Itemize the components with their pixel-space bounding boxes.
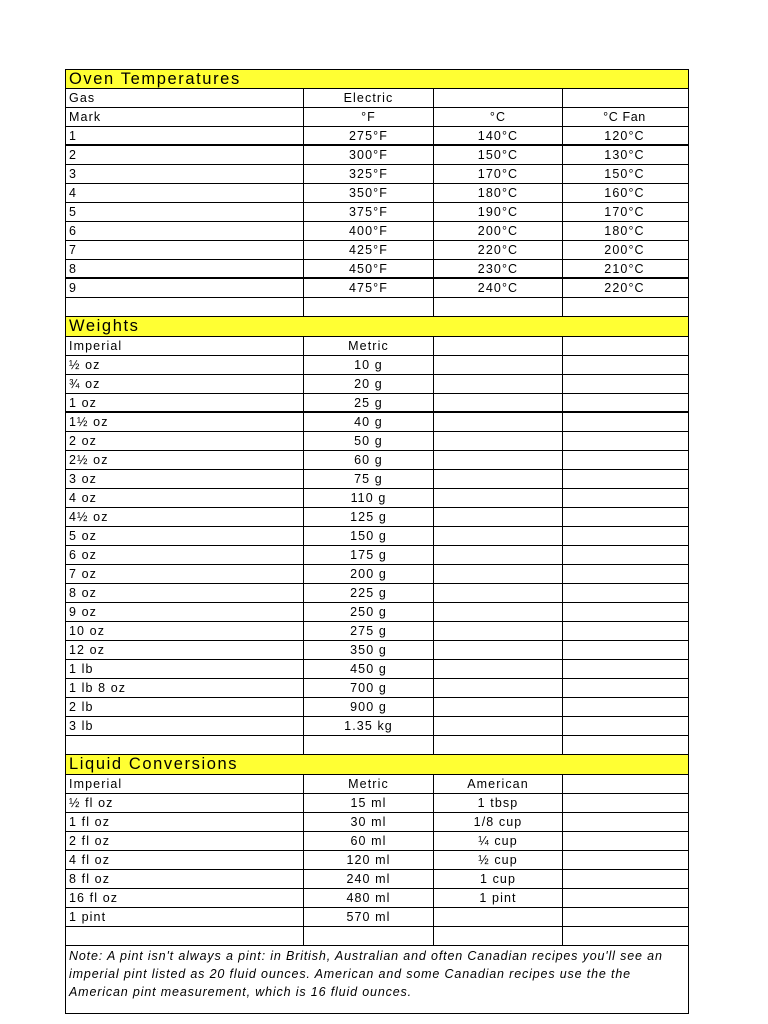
pint-note: Note: A pint isn't always a pint: in British, Australian and often Canadian recipes you'll see an imperial pint listed as 20 fluid ounces. American and some Canadian recipes use the the American pint measurement, which is 16 fluid ounces. <box>66 946 688 1014</box>
fahrenheit-cell: 325°F <box>304 165 434 183</box>
metric-cell: 110 g <box>304 489 434 507</box>
empty-cell <box>563 508 686 526</box>
celsius-cell: 170°C <box>434 165 563 183</box>
table-row <box>66 527 688 546</box>
american-cell: 1 tbsp <box>434 794 563 812</box>
empty-cell <box>434 736 563 754</box>
header-cell: °F <box>304 108 434 126</box>
table-row <box>66 622 688 641</box>
imperial-cell: 1 pint <box>66 908 304 926</box>
empty-cell <box>66 927 304 945</box>
table-row <box>66 508 688 527</box>
empty-cell <box>434 698 563 716</box>
empty-cell <box>563 698 686 716</box>
empty-cell <box>304 736 434 754</box>
empty-cell <box>563 813 686 831</box>
empty-cell <box>66 736 304 754</box>
empty-cell <box>563 717 686 735</box>
celsius-fan-cell: 120°C <box>604 129 645 143</box>
fahrenheit-cell: 450°F <box>304 260 434 277</box>
header-cell: °C Fan <box>603 110 646 124</box>
metric-cell: 120 ml <box>304 851 434 869</box>
metric-cell: 450 g <box>304 660 434 678</box>
empty-cell <box>563 527 686 545</box>
oven-header-row-1 <box>66 89 688 108</box>
empty-cell <box>434 451 563 469</box>
empty-cell <box>563 451 686 469</box>
empty-cell <box>434 603 563 621</box>
imperial-cell: 5 oz <box>66 527 304 545</box>
metric-cell: 175 g <box>304 546 434 564</box>
empty-cell <box>563 603 686 621</box>
weights-section-header <box>66 317 688 337</box>
gas-mark-cell: 2 <box>66 146 304 164</box>
american-cell: 1 pint <box>434 889 563 907</box>
gas-mark-cell: 5 <box>66 203 304 221</box>
imperial-cell: 1 lb <box>66 660 304 678</box>
empty-cell <box>563 851 686 869</box>
metric-cell: 50 g <box>304 432 434 450</box>
american-cell: 1/8 cup <box>434 813 563 831</box>
celsius-cell: 190°C <box>434 203 563 221</box>
empty-cell <box>563 470 686 488</box>
gas-mark-cell: 3 <box>66 165 304 183</box>
gas-mark-cell: 1 <box>66 127 304 144</box>
empty-cell <box>434 622 563 640</box>
metric-cell: 250 g <box>304 603 434 621</box>
imperial-cell: 2½ oz <box>66 451 304 469</box>
empty-cell <box>434 508 563 526</box>
table-row <box>66 184 688 203</box>
metric-cell: 240 ml <box>304 870 434 888</box>
empty-cell <box>563 889 686 907</box>
table-row <box>66 832 688 851</box>
empty-cell <box>434 565 563 583</box>
imperial-cell: 2 lb <box>66 698 304 716</box>
celsius-cell: 150°C <box>434 146 563 164</box>
imperial-cell: 4 oz <box>66 489 304 507</box>
celsius-cell: 200°C <box>434 222 563 240</box>
empty-cell <box>434 927 563 945</box>
empty-cell <box>563 584 686 602</box>
empty-cell <box>434 584 563 602</box>
empty-cell <box>563 641 686 659</box>
empty-cell <box>563 432 686 450</box>
empty-cell <box>66 298 304 316</box>
conversion-sheet <box>65 69 689 1014</box>
table-row <box>66 546 688 565</box>
empty-cell <box>563 375 686 393</box>
empty-cell <box>434 413 563 431</box>
empty-cell <box>563 679 686 697</box>
celsius-cell: 180°C <box>434 184 563 202</box>
table-row <box>66 127 688 146</box>
gas-mark-cell: 7 <box>66 241 304 259</box>
metric-cell: 480 ml <box>304 889 434 907</box>
header-cell: °C <box>434 108 563 126</box>
empty-cell <box>563 908 686 926</box>
imperial-cell: 6 oz <box>66 546 304 564</box>
empty-cell <box>563 394 686 411</box>
imperial-cell: 1½ oz <box>66 413 304 431</box>
metric-cell: 1.35 kg <box>304 717 434 735</box>
empty-row <box>66 298 688 317</box>
table-row <box>66 489 688 508</box>
celsius-fan-cell: 130°C <box>604 148 645 162</box>
empty-cell <box>434 717 563 735</box>
header-cell: Gas <box>66 89 304 107</box>
imperial-cell: 10 oz <box>66 622 304 640</box>
empty-cell <box>434 679 563 697</box>
fahrenheit-cell: 300°F <box>304 146 434 164</box>
table-row <box>66 146 688 165</box>
metric-cell: 570 ml <box>304 908 434 926</box>
celsius-fan-cell: 220°C <box>604 281 645 295</box>
celsius-fan-cell: 170°C <box>604 205 645 219</box>
table-row <box>66 813 688 832</box>
imperial-cell: 4½ oz <box>66 508 304 526</box>
empty-cell <box>563 546 686 564</box>
empty-cell <box>563 622 686 640</box>
celsius-cell: 140°C <box>434 127 563 144</box>
imperial-cell: 2 oz <box>66 432 304 450</box>
american-cell: ½ cup <box>434 851 563 869</box>
header-cell <box>434 89 563 107</box>
metric-cell: 200 g <box>304 565 434 583</box>
header-cell <box>563 337 686 355</box>
empty-cell <box>434 356 563 374</box>
metric-cell: 10 g <box>304 356 434 374</box>
fahrenheit-cell: 425°F <box>304 241 434 259</box>
empty-cell <box>434 470 563 488</box>
celsius-fan-cell: 200°C <box>604 243 645 257</box>
empty-row <box>66 927 688 946</box>
celsius-fan-cell: 180°C <box>604 224 645 238</box>
table-row <box>66 717 688 736</box>
table-row <box>66 584 688 603</box>
liquid-title: Liquid Conversions <box>69 755 239 773</box>
table-row <box>66 870 688 889</box>
header-cell: Mark <box>66 108 304 126</box>
celsius-fan-cell: 150°C <box>604 167 645 181</box>
empty-cell <box>304 927 434 945</box>
imperial-cell: 7 oz <box>66 565 304 583</box>
metric-cell: 60 g <box>304 451 434 469</box>
table-row <box>66 679 688 698</box>
empty-cell <box>563 870 686 888</box>
american-cell <box>434 908 563 926</box>
imperial-cell: 3 oz <box>66 470 304 488</box>
empty-cell <box>563 660 686 678</box>
gas-mark-cell: 9 <box>66 279 304 297</box>
fahrenheit-cell: 375°F <box>304 203 434 221</box>
metric-cell: 25 g <box>304 394 434 411</box>
fahrenheit-cell: 350°F <box>304 184 434 202</box>
header-cell: Imperial <box>66 775 304 793</box>
table-row <box>66 889 688 908</box>
fahrenheit-cell: 475°F <box>304 279 434 297</box>
empty-cell <box>434 489 563 507</box>
celsius-cell: 220°C <box>434 241 563 259</box>
table-row <box>66 603 688 622</box>
imperial-cell: 1 oz <box>66 394 304 411</box>
empty-cell <box>563 489 686 507</box>
gas-mark-cell: 6 <box>66 222 304 240</box>
table-row <box>66 203 688 222</box>
table-row <box>66 165 688 184</box>
header-cell <box>563 775 686 793</box>
table-row <box>66 394 688 413</box>
imperial-cell: 3 lb <box>66 717 304 735</box>
weights-title: Weights <box>69 317 140 335</box>
imperial-cell: 1 lb 8 oz <box>66 679 304 697</box>
liquid-header-row <box>66 775 688 794</box>
imperial-cell: 12 oz <box>66 641 304 659</box>
metric-cell: 20 g <box>304 375 434 393</box>
imperial-cell: ½ oz <box>66 356 304 374</box>
header-cell <box>563 89 686 107</box>
empty-cell <box>563 298 686 316</box>
imperial-cell: 1 fl oz <box>66 813 304 831</box>
empty-row <box>66 736 688 755</box>
empty-cell <box>304 298 434 316</box>
metric-cell: 150 g <box>304 527 434 545</box>
gas-mark-cell: 4 <box>66 184 304 202</box>
weights-header-row <box>66 337 688 356</box>
metric-cell: 60 ml <box>304 832 434 850</box>
table-row <box>66 375 688 394</box>
imperial-cell: 16 fl oz <box>66 889 304 907</box>
empty-cell <box>434 546 563 564</box>
imperial-cell: 8 oz <box>66 584 304 602</box>
empty-cell <box>563 356 686 374</box>
header-cell: Electric <box>304 89 434 107</box>
metric-cell: 15 ml <box>304 794 434 812</box>
header-cell: Imperial <box>66 337 304 355</box>
celsius-fan-cell: 210°C <box>604 262 645 276</box>
fahrenheit-cell: 275°F <box>304 127 434 144</box>
table-row <box>66 260 688 279</box>
oven-section-header <box>66 69 688 89</box>
empty-cell <box>434 375 563 393</box>
header-cell: American <box>434 775 563 793</box>
empty-cell <box>563 736 686 754</box>
oven-title: Oven Temperatures <box>69 70 241 88</box>
metric-cell: 275 g <box>304 622 434 640</box>
header-cell: Metric <box>304 337 434 355</box>
metric-cell: 350 g <box>304 641 434 659</box>
table-row <box>66 222 688 241</box>
metric-cell: 125 g <box>304 508 434 526</box>
metric-cell: 40 g <box>304 413 434 431</box>
table-row <box>66 470 688 489</box>
table-row <box>66 660 688 679</box>
celsius-cell: 230°C <box>434 260 563 277</box>
empty-cell <box>434 298 563 316</box>
table-row <box>66 241 688 260</box>
gas-mark-cell: 8 <box>66 260 304 277</box>
empty-cell <box>434 432 563 450</box>
table-row <box>66 356 688 375</box>
imperial-cell: 4 fl oz <box>66 851 304 869</box>
empty-cell <box>563 794 686 812</box>
header-cell: Metric <box>304 775 434 793</box>
empty-cell <box>434 394 563 411</box>
empty-cell <box>563 927 686 945</box>
empty-cell <box>434 527 563 545</box>
table-row <box>66 641 688 660</box>
table-row <box>66 432 688 451</box>
table-row <box>66 908 688 927</box>
table-row <box>66 851 688 870</box>
metric-cell: 30 ml <box>304 813 434 831</box>
empty-cell <box>563 832 686 850</box>
celsius-cell: 240°C <box>434 279 563 297</box>
oven-header-row-2 <box>66 108 688 127</box>
metric-cell: 75 g <box>304 470 434 488</box>
imperial-cell: 2 fl oz <box>66 832 304 850</box>
table-row <box>66 794 688 813</box>
empty-cell <box>563 565 686 583</box>
american-cell: ¼ cup <box>434 832 563 850</box>
liquid-section-header <box>66 755 688 775</box>
empty-cell <box>563 413 686 431</box>
american-cell: 1 cup <box>434 870 563 888</box>
imperial-cell: 9 oz <box>66 603 304 621</box>
table-row <box>66 413 688 432</box>
imperial-cell: ½ fl oz <box>66 794 304 812</box>
table-row <box>66 451 688 470</box>
metric-cell: 900 g <box>304 698 434 716</box>
celsius-fan-cell: 160°C <box>604 186 645 200</box>
table-row <box>66 698 688 717</box>
imperial-cell: 8 fl oz <box>66 870 304 888</box>
table-row <box>66 279 688 298</box>
metric-cell: 700 g <box>304 679 434 697</box>
table-row <box>66 565 688 584</box>
imperial-cell: ¾ oz <box>66 375 304 393</box>
metric-cell: 225 g <box>304 584 434 602</box>
header-cell <box>434 337 563 355</box>
empty-cell <box>434 641 563 659</box>
empty-cell <box>434 660 563 678</box>
fahrenheit-cell: 400°F <box>304 222 434 240</box>
